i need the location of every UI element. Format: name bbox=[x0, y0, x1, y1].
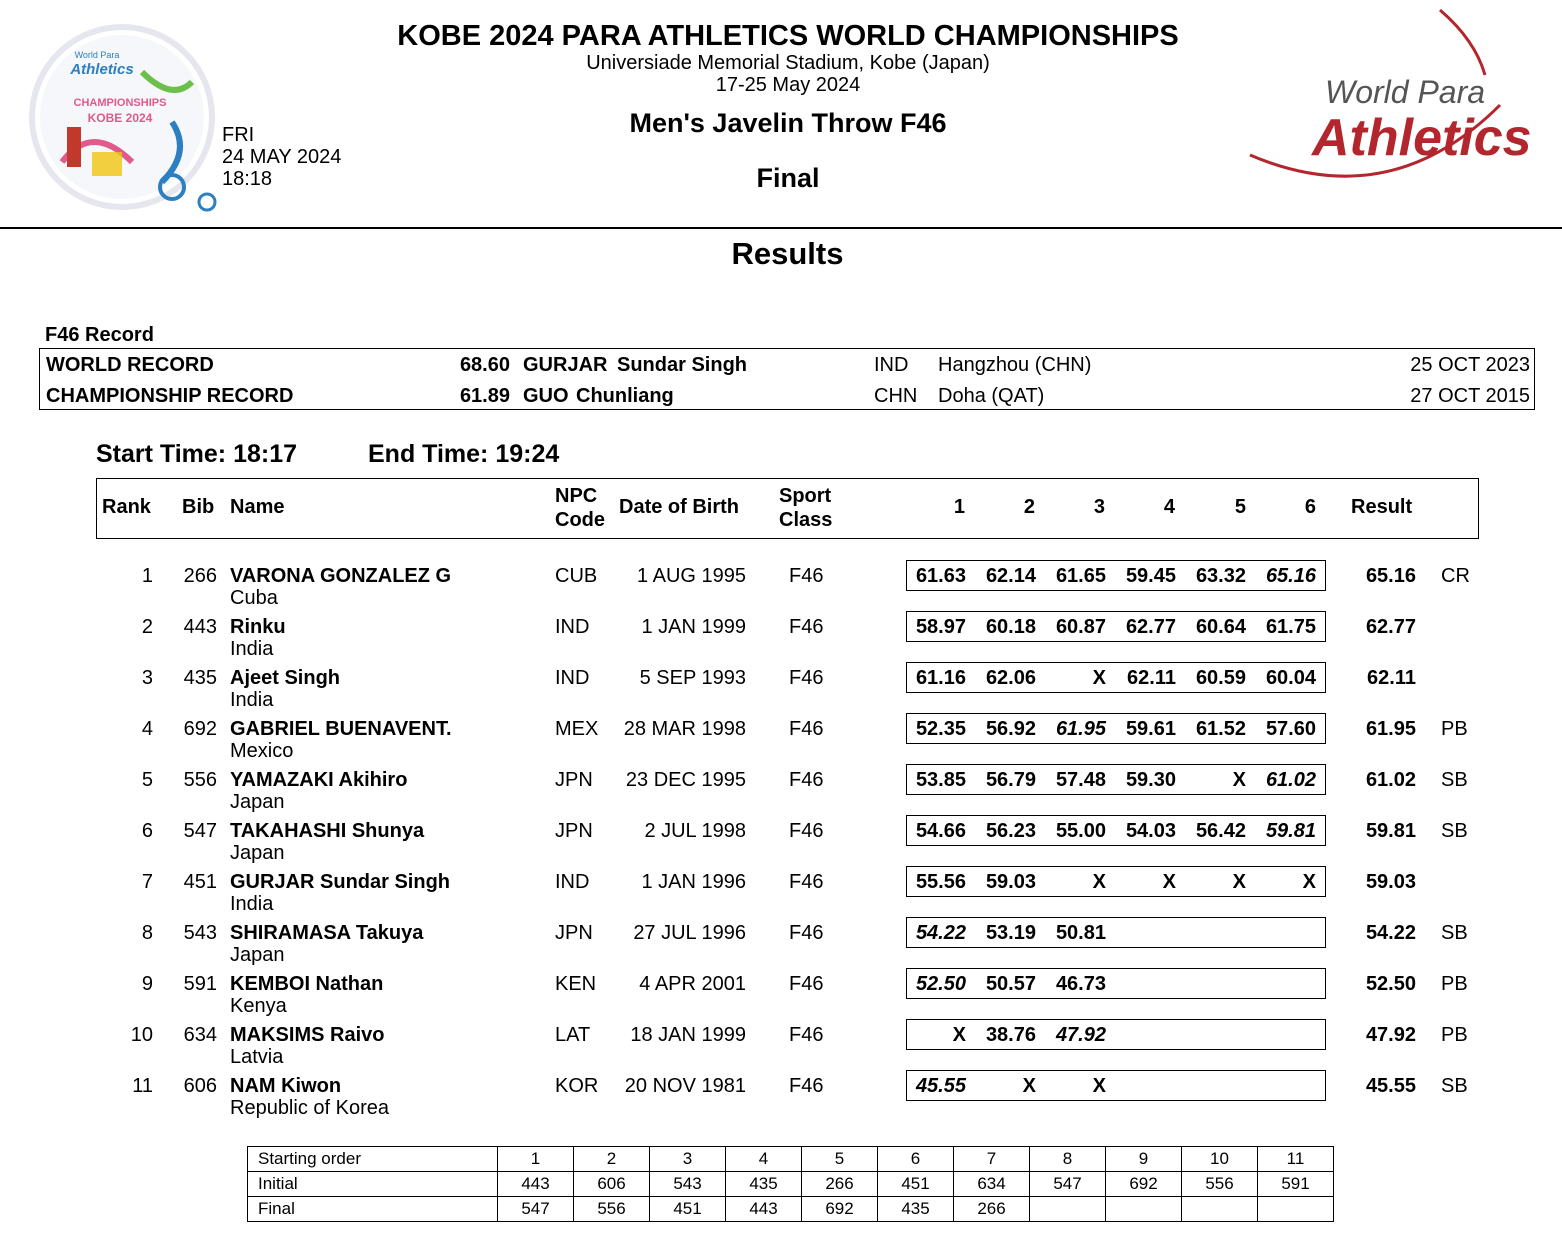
sport-class: F46 bbox=[789, 718, 824, 740]
attempt-4: X bbox=[1162, 871, 1176, 893]
athlete-country: Republic of Korea bbox=[230, 1097, 389, 1119]
header-divider bbox=[0, 227, 1562, 229]
rank: 11 bbox=[132, 1075, 153, 1097]
attempt-2: 56.92 bbox=[985, 718, 1036, 740]
rank: 6 bbox=[141, 820, 153, 842]
attempt-1: 61.63 bbox=[915, 565, 966, 587]
result-mark: 52.50 bbox=[1365, 973, 1416, 995]
starting-order-initial-cell: 692 bbox=[1106, 1172, 1182, 1197]
starting-order-final-cell: 435 bbox=[878, 1197, 954, 1222]
day-label: FRI bbox=[222, 124, 255, 146]
col-attempt-2: 2 bbox=[1023, 496, 1035, 518]
npc-code: JPN bbox=[555, 769, 593, 791]
attempt-3: 47.92 bbox=[1055, 1024, 1106, 1046]
starting-order-positions-cell: 2 bbox=[574, 1147, 650, 1172]
starting-order-positions-cell: 10 bbox=[1182, 1147, 1258, 1172]
record-mark: 68.60 bbox=[459, 354, 510, 376]
npc-code: CUB bbox=[555, 565, 598, 587]
round-title: Final bbox=[756, 163, 820, 193]
attempt-1: 53.85 bbox=[915, 769, 966, 791]
date-of-birth: 5 SEP 1993 bbox=[639, 667, 746, 689]
col-npc-line2: Code bbox=[555, 509, 605, 531]
attempt-6: 57.60 bbox=[1265, 718, 1316, 740]
start-time: Start Time: 18:17 bbox=[96, 440, 298, 468]
starting-order-final-cell: 451 bbox=[650, 1197, 726, 1222]
athlete-country: Latvia bbox=[230, 1046, 284, 1068]
starting-order-final-cell: 443 bbox=[726, 1197, 802, 1222]
col-class bbox=[779, 484, 832, 532]
record-holder-surname: GURJAR bbox=[523, 354, 608, 376]
record-note: SB bbox=[1441, 922, 1468, 944]
attempt-5: 61.52 bbox=[1195, 718, 1246, 740]
record-note: SB bbox=[1441, 820, 1468, 842]
header-titles bbox=[388, 20, 1188, 194]
athlete-country: India bbox=[230, 689, 274, 711]
attempt-5: 63.32 bbox=[1195, 565, 1246, 587]
athlete-name: MAKSIMS Raivo bbox=[230, 1024, 385, 1046]
attempt-2: 50.57 bbox=[985, 973, 1036, 995]
bib: 692 bbox=[183, 718, 217, 740]
date-of-birth: 4 APR 2001 bbox=[639, 973, 746, 995]
starting-order-table bbox=[247, 1146, 1334, 1222]
attempt-3: X bbox=[1092, 667, 1106, 689]
starting-order-positions bbox=[248, 1147, 1334, 1172]
record-label: WORLD RECORD bbox=[46, 354, 214, 376]
svg-text:CHAMPIONSHIPS: CHAMPIONSHIPS bbox=[73, 97, 167, 109]
time-label: 18:18 bbox=[222, 168, 273, 190]
starting-order-initial-cell: 634 bbox=[954, 1172, 1030, 1197]
starting-order-final-cell: 266 bbox=[954, 1197, 1030, 1222]
attempt-5: X bbox=[1232, 769, 1246, 791]
sport-class: F46 bbox=[789, 1024, 824, 1046]
rank: 1 bbox=[141, 565, 153, 587]
record-label: CHAMPIONSHIP RECORD bbox=[46, 385, 294, 407]
attempt-2: 53.19 bbox=[985, 922, 1036, 944]
bib: 556 bbox=[183, 769, 217, 791]
end-time: End Time: 19:24 bbox=[368, 440, 560, 468]
date-of-birth: 28 MAR 1998 bbox=[623, 718, 746, 740]
starting-order-positions-cell: 6 bbox=[878, 1147, 954, 1172]
bib: 443 bbox=[183, 616, 217, 638]
starting-order-initial-cell: 556 bbox=[1182, 1172, 1258, 1197]
attempt-6: 60.04 bbox=[1265, 667, 1316, 689]
sport-class: F46 bbox=[789, 565, 824, 587]
athlete-country: Japan bbox=[230, 842, 285, 864]
col-attempt-6: 6 bbox=[1304, 496, 1316, 518]
result-mark: 61.02 bbox=[1365, 769, 1416, 791]
date-block bbox=[222, 124, 341, 190]
record-npc: IND bbox=[874, 354, 909, 376]
result-mark: 54.22 bbox=[1365, 922, 1416, 944]
attempt-3: 60.87 bbox=[1055, 616, 1106, 638]
rank: 10 bbox=[130, 1024, 153, 1046]
col-attempt-1: 1 bbox=[953, 496, 965, 518]
athlete-name: NAM Kiwon bbox=[230, 1075, 342, 1097]
col-npc bbox=[555, 484, 605, 532]
bib: 435 bbox=[183, 667, 217, 689]
starting-order-final-cell bbox=[1182, 1197, 1258, 1222]
starting-order-positions-cell: 4 bbox=[726, 1147, 802, 1172]
bib: 543 bbox=[183, 922, 217, 944]
starting-order-positions-cell: 8 bbox=[1030, 1147, 1106, 1172]
col-dob: Date of Birth bbox=[619, 496, 739, 518]
attempt-2: 60.18 bbox=[985, 616, 1036, 638]
discipline-title: Men's Javelin Throw F46 bbox=[629, 108, 947, 138]
starting-order-positions-cell: 3 bbox=[650, 1147, 726, 1172]
attempt-4: 62.77 bbox=[1125, 616, 1176, 638]
attempt-1: 54.22 bbox=[915, 922, 966, 944]
attempt-3: 57.48 bbox=[1055, 769, 1106, 791]
starting-order-positions-cell: 5 bbox=[802, 1147, 878, 1172]
athlete-name: YAMAZAKI Akihiro bbox=[230, 769, 408, 791]
npc-code: IND bbox=[555, 871, 590, 893]
npc-code: JPN bbox=[555, 922, 593, 944]
starting-order-positions-cell: 9 bbox=[1106, 1147, 1182, 1172]
record-note: SB bbox=[1441, 769, 1468, 791]
starting-order-final-cell bbox=[1258, 1197, 1334, 1222]
bib: 591 bbox=[183, 973, 217, 995]
col-attempt-5: 5 bbox=[1234, 496, 1246, 518]
col-npc-line1: NPC bbox=[555, 485, 598, 507]
starting-order-initial-cell: 591 bbox=[1258, 1172, 1334, 1197]
championship-logo bbox=[22, 12, 222, 217]
rank: 5 bbox=[141, 769, 153, 791]
attempt-1: 45.55 bbox=[915, 1075, 966, 1097]
starting-order-initial-cell: 443 bbox=[498, 1172, 574, 1197]
starting-order-final-cell: 692 bbox=[802, 1197, 878, 1222]
starting-order-final-label: Final bbox=[248, 1197, 498, 1222]
attempt-3: X bbox=[1092, 871, 1106, 893]
starting-order-positions-cell: 1 bbox=[498, 1147, 574, 1172]
attempt-4: 59.61 bbox=[1125, 718, 1176, 740]
athlete-country: Kenya bbox=[230, 995, 287, 1017]
record-place: Hangzhou (CHN) bbox=[938, 354, 1092, 376]
athlete-name: SHIRAMASA Takuya bbox=[230, 922, 424, 944]
record-holder-surname: GUO bbox=[523, 385, 569, 407]
svg-text:KOBE 2024: KOBE 2024 bbox=[87, 111, 153, 125]
col-class-line1: Sport bbox=[779, 485, 832, 507]
starting-order-initial-cell: 435 bbox=[726, 1172, 802, 1197]
attempt-1: X bbox=[952, 1024, 966, 1046]
record-note: PB bbox=[1441, 718, 1468, 740]
record-npc: CHN bbox=[874, 385, 918, 407]
attempt-1: 61.16 bbox=[915, 667, 966, 689]
attempt-2: X bbox=[1022, 1075, 1036, 1097]
rank: 4 bbox=[141, 718, 153, 740]
npc-code: LAT bbox=[555, 1024, 591, 1046]
record-note: PB bbox=[1441, 973, 1468, 995]
attempt-4: 59.30 bbox=[1125, 769, 1176, 791]
attempt-6: 59.81 bbox=[1265, 820, 1316, 842]
record-date: 27 OCT 2015 bbox=[1410, 385, 1530, 407]
athlete-name: Rinku bbox=[230, 616, 286, 638]
svg-text:World Para: World Para bbox=[1325, 74, 1486, 110]
sport-class: F46 bbox=[789, 769, 824, 791]
result-mark: 59.03 bbox=[1365, 871, 1416, 893]
starting-order-initial-cell: 266 bbox=[802, 1172, 878, 1197]
record-holder-given: Chunliang bbox=[576, 385, 674, 407]
starting-order-initial-cell: 606 bbox=[574, 1172, 650, 1197]
date-of-birth: 20 NOV 1981 bbox=[624, 1075, 746, 1097]
bib: 606 bbox=[183, 1075, 217, 1097]
rank: 8 bbox=[141, 922, 153, 944]
col-rank: Rank bbox=[102, 496, 151, 518]
result-mark: 45.55 bbox=[1365, 1075, 1416, 1097]
attempt-6: X bbox=[1302, 871, 1316, 893]
attempt-6: 61.02 bbox=[1265, 769, 1316, 791]
sport-class: F46 bbox=[789, 1075, 824, 1097]
attempt-2: 62.06 bbox=[985, 667, 1036, 689]
starting-order-initial-cell: 547 bbox=[1030, 1172, 1106, 1197]
bib: 266 bbox=[183, 565, 217, 587]
attempt-4: 54.03 bbox=[1125, 820, 1176, 842]
starting-order-initial-cell: 451 bbox=[878, 1172, 954, 1197]
attempt-1: 52.50 bbox=[915, 973, 966, 995]
starting-order-final-cell bbox=[1030, 1197, 1106, 1222]
result-mark: 65.16 bbox=[1365, 565, 1416, 587]
attempt-3: 46.73 bbox=[1055, 973, 1106, 995]
sport-class: F46 bbox=[789, 922, 824, 944]
rank: 9 bbox=[141, 973, 153, 995]
starting-order-positions-cell: 7 bbox=[954, 1147, 1030, 1172]
date-of-birth: 27 JUL 1996 bbox=[633, 922, 746, 944]
record-title: F46 Record bbox=[45, 324, 154, 346]
attempt-5: 60.59 bbox=[1195, 667, 1246, 689]
attempt-2: 62.14 bbox=[985, 565, 1036, 587]
date-of-birth: 2 JUL 1998 bbox=[644, 820, 746, 842]
athlete-country: Japan bbox=[230, 791, 285, 813]
rank: 2 bbox=[141, 616, 153, 638]
attempt-3: X bbox=[1092, 1075, 1106, 1097]
attempt-3: 61.65 bbox=[1055, 565, 1106, 587]
attempt-1: 55.56 bbox=[915, 871, 966, 893]
rank: 3 bbox=[141, 667, 153, 689]
bib: 451 bbox=[183, 871, 217, 893]
venue: Universiade Memorial Stadium, Kobe (Japan) bbox=[586, 52, 990, 74]
attempt-5: 60.64 bbox=[1195, 616, 1246, 638]
date-label: 24 MAY 2024 bbox=[222, 146, 342, 168]
athlete-country: India bbox=[230, 638, 274, 660]
date-of-birth: 1 JAN 1999 bbox=[641, 616, 746, 638]
result-mark: 47.92 bbox=[1365, 1024, 1416, 1046]
record-note: SB bbox=[1441, 1075, 1468, 1097]
date-of-birth: 1 AUG 1995 bbox=[637, 565, 746, 587]
result-mark: 59.81 bbox=[1365, 820, 1416, 842]
athlete-name: GABRIEL BUENAVENT. bbox=[230, 718, 452, 740]
record-place: Doha (QAT) bbox=[938, 385, 1045, 407]
sport-class: F46 bbox=[789, 667, 824, 689]
sport-class: F46 bbox=[789, 871, 824, 893]
col-attempt-4: 4 bbox=[1163, 496, 1175, 518]
sport-class: F46 bbox=[789, 820, 824, 842]
sport-class: F46 bbox=[789, 616, 824, 638]
athlete-name: GURJAR Sundar Singh bbox=[230, 871, 451, 893]
npc-code: KOR bbox=[555, 1075, 599, 1097]
record-note: CR bbox=[1441, 565, 1470, 587]
record-note: PB bbox=[1441, 1024, 1468, 1046]
attempt-3: 61.95 bbox=[1055, 718, 1106, 740]
athlete-country: Japan bbox=[230, 944, 285, 966]
athlete-country: Mexico bbox=[230, 740, 294, 762]
date-of-birth: 1 JAN 1996 bbox=[641, 871, 746, 893]
record-date: 25 OCT 2023 bbox=[1410, 354, 1530, 376]
athlete-name: Ajeet Singh bbox=[230, 667, 341, 689]
attempt-6: 61.75 bbox=[1265, 616, 1316, 638]
npc-code: IND bbox=[555, 616, 590, 638]
col-attempt-3: 3 bbox=[1093, 496, 1105, 518]
result-mark: 61.95 bbox=[1365, 718, 1416, 740]
athlete-country: India bbox=[230, 893, 274, 915]
col-class-line2: Class bbox=[779, 509, 833, 531]
athlete-country: Cuba bbox=[230, 587, 278, 609]
date-of-birth: 18 JAN 1999 bbox=[630, 1024, 746, 1046]
starting-order-initial bbox=[248, 1172, 1334, 1197]
bib: 634 bbox=[183, 1024, 217, 1046]
attempt-1: 52.35 bbox=[915, 718, 966, 740]
starting-order-final-cell: 556 bbox=[574, 1197, 650, 1222]
starting-order-positions-cell: 11 bbox=[1258, 1147, 1334, 1172]
npc-code: MEX bbox=[555, 718, 599, 740]
attempt-1: 58.97 bbox=[915, 616, 966, 638]
event-dates: 17-25 May 2024 bbox=[715, 74, 861, 96]
result-mark: 62.77 bbox=[1365, 616, 1416, 638]
sport-class: F46 bbox=[789, 973, 824, 995]
attempt-5: X bbox=[1232, 871, 1246, 893]
svg-text:World Para: World Para bbox=[74, 50, 120, 60]
svg-text:Athletics: Athletics bbox=[1312, 109, 1532, 167]
attempt-1: 54.66 bbox=[915, 820, 966, 842]
record-holder-given: Sundar Singh bbox=[617, 354, 747, 376]
attempt-2: 38.76 bbox=[985, 1024, 1036, 1046]
starting-order-final-cell bbox=[1106, 1197, 1182, 1222]
athlete-name: TAKAHASHI Shunya bbox=[230, 820, 425, 842]
col-bib: Bib bbox=[182, 496, 215, 518]
starting-order-initial-label: Initial bbox=[248, 1172, 498, 1197]
starting-order-initial-cell: 543 bbox=[650, 1172, 726, 1197]
svg-text:Athletics: Athletics bbox=[70, 61, 134, 78]
event-title: KOBE 2024 PARA ATHLETICS WORLD CHAMPIONSHIPS bbox=[397, 20, 1179, 52]
starting-order-positions-label: Starting order bbox=[248, 1147, 498, 1172]
result-mark: 62.11 bbox=[1367, 667, 1416, 689]
bib: 547 bbox=[183, 820, 217, 842]
attempt-2: 59.03 bbox=[985, 871, 1036, 893]
npc-code: JPN bbox=[555, 820, 593, 842]
athlete-name: KEMBOI Nathan bbox=[230, 973, 384, 995]
starting-order-final bbox=[248, 1197, 1334, 1222]
attempt-5: 56.42 bbox=[1195, 820, 1246, 842]
date-of-birth: 23 DEC 1995 bbox=[625, 769, 746, 791]
athlete-name: VARONA GONZALEZ G bbox=[230, 565, 452, 587]
rank: 7 bbox=[141, 871, 153, 893]
record-mark: 61.89 bbox=[459, 385, 510, 407]
attempt-2: 56.23 bbox=[985, 820, 1036, 842]
section-title: Results bbox=[731, 236, 844, 271]
attempt-3: 50.81 bbox=[1055, 922, 1106, 944]
attempt-4: 62.11 bbox=[1127, 667, 1176, 689]
attempt-4: 59.45 bbox=[1125, 565, 1176, 587]
starting-order-final-cell: 547 bbox=[498, 1197, 574, 1222]
attempt-2: 56.79 bbox=[985, 769, 1036, 791]
attempt-3: 55.00 bbox=[1055, 820, 1106, 842]
world-para-athletics-logo bbox=[1240, 5, 1550, 190]
npc-code: IND bbox=[555, 667, 590, 689]
col-name: Name bbox=[230, 496, 285, 518]
npc-code: KEN bbox=[555, 973, 597, 995]
attempt-6: 65.16 bbox=[1265, 565, 1316, 587]
col-result: Result bbox=[1351, 496, 1413, 518]
